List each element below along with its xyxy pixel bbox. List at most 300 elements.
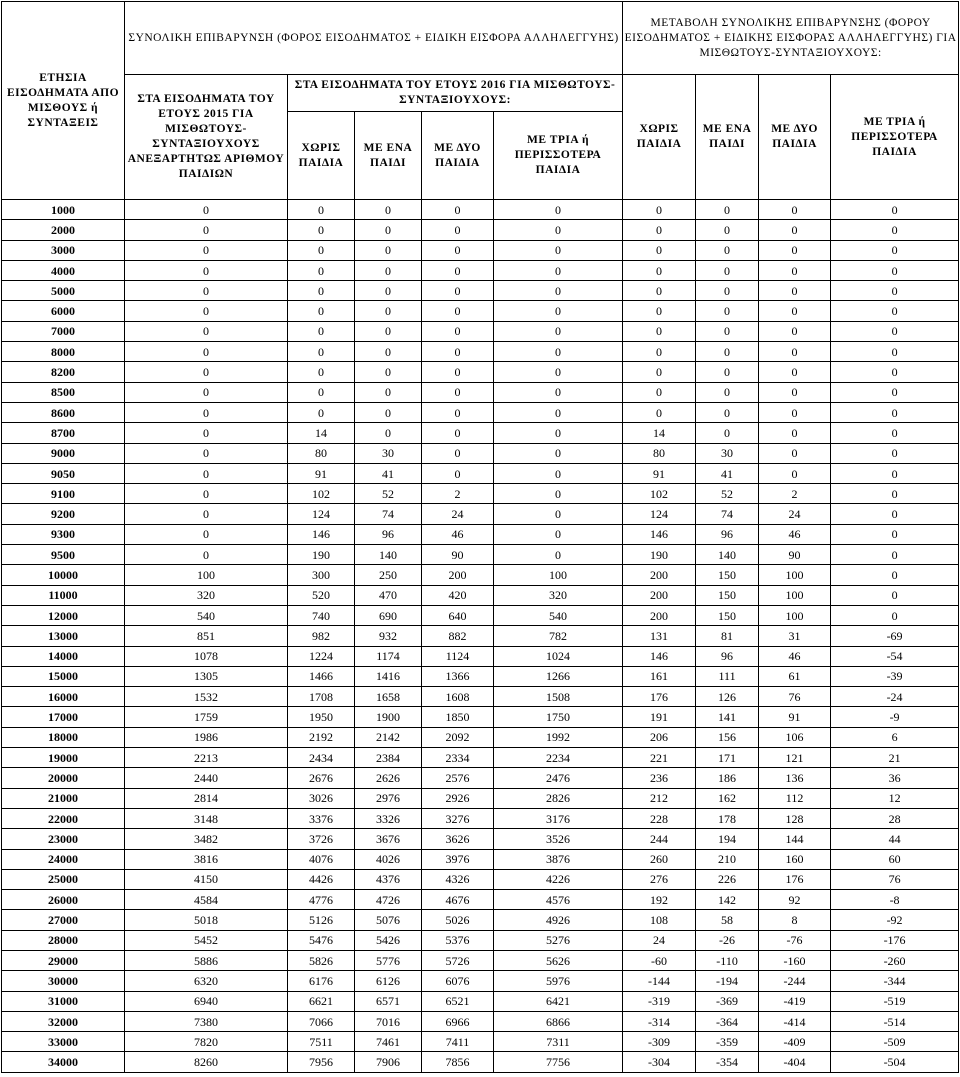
value-cell: 0 — [422, 200, 494, 220]
header-change-one-child: ΜΕ ΕΝΑ ΠΑΙΔΙ — [696, 75, 759, 200]
value-cell: 146 — [288, 524, 355, 544]
value-cell: 0 — [355, 301, 422, 321]
value-cell: 5126 — [288, 910, 355, 930]
table-row — [2, 930, 959, 950]
value-cell: 111 — [696, 666, 759, 686]
value-cell: -504 — [831, 1052, 959, 1072]
value-cell: -24 — [831, 687, 959, 707]
value-cell: 0 — [288, 200, 355, 220]
value-cell: 3148 — [125, 808, 288, 828]
value-cell: 161 — [623, 666, 696, 686]
value-cell: 0 — [494, 240, 623, 260]
value-cell: -514 — [831, 1011, 959, 1031]
value-cell: 0 — [125, 484, 288, 504]
header-total-burden: ΣΥΝΟΛΙΚΗ ΕΠΙΒΑΡΥΝΣΗ (ΦΟΡΟΣ ΕΙΣΟΔΗΜΑΤΟΣ + ΕΙΔΙΚΗ ΕΙΣΦΟΡΑ ΑΛΛΗΛΕΓΓΥΗΣ) — [125, 2, 623, 75]
value-cell: 0 — [125, 342, 288, 362]
value-cell: 0 — [831, 382, 959, 402]
value-cell: 100 — [759, 585, 831, 605]
income-cell: 32000 — [2, 1011, 125, 1031]
income-cell: 12000 — [2, 605, 125, 625]
value-cell: 7311 — [494, 1032, 623, 1052]
value-cell: 3526 — [494, 829, 623, 849]
value-cell: 0 — [494, 382, 623, 402]
table-row — [2, 443, 959, 463]
value-cell: 61 — [759, 666, 831, 686]
value-cell: 7380 — [125, 1011, 288, 1031]
income-cell: 8500 — [2, 382, 125, 402]
value-cell: 150 — [696, 605, 759, 625]
value-cell: 0 — [494, 443, 623, 463]
income-cell: 6000 — [2, 301, 125, 321]
value-cell: 24 — [759, 504, 831, 524]
value-cell: -60 — [623, 950, 696, 970]
table-row — [2, 910, 959, 930]
value-cell: 300 — [288, 565, 355, 585]
value-cell: 0 — [623, 362, 696, 382]
value-cell: 4150 — [125, 869, 288, 889]
value-cell: 0 — [759, 220, 831, 240]
value-cell: 0 — [696, 423, 759, 443]
value-cell: 640 — [422, 605, 494, 625]
value-cell: 1750 — [494, 707, 623, 727]
value-cell: 0 — [623, 240, 696, 260]
value-cell: -409 — [759, 1032, 831, 1052]
value-cell: 194 — [696, 829, 759, 849]
value-cell: 80 — [288, 443, 355, 463]
value-cell: 5476 — [288, 930, 355, 950]
value-cell: 5452 — [125, 930, 288, 950]
value-cell: 12 — [831, 788, 959, 808]
table-row — [2, 565, 959, 585]
value-cell: -260 — [831, 950, 959, 970]
table-row — [2, 626, 959, 646]
header-income-2016: ΣΤΑ ΕΙΣΟΔΗΜΑΤΑ ΤΟΥ ΕΤΟΥΣ 2016 ΓΙΑ ΜΙΣΘΩΤΟΥΣ-ΣΥΝΤΑΞΙΟΥΧΟΥΣ: — [288, 75, 623, 112]
value-cell: 0 — [831, 565, 959, 585]
value-cell: 30 — [355, 443, 422, 463]
value-cell: 1124 — [422, 646, 494, 666]
value-cell: 0 — [831, 301, 959, 321]
value-cell: -176 — [831, 930, 959, 950]
value-cell: 2826 — [494, 788, 623, 808]
value-cell: 100 — [494, 565, 623, 585]
table-row — [2, 869, 959, 889]
value-cell: 1024 — [494, 646, 623, 666]
value-cell: 5886 — [125, 950, 288, 970]
value-cell: 0 — [494, 484, 623, 504]
value-cell: 0 — [494, 200, 623, 220]
value-cell: 162 — [696, 788, 759, 808]
value-cell: 0 — [355, 362, 422, 382]
value-cell: 7820 — [125, 1032, 288, 1052]
value-cell: 108 — [623, 910, 696, 930]
value-cell: 0 — [494, 301, 623, 321]
value-cell: 142 — [696, 890, 759, 910]
value-cell: 0 — [696, 402, 759, 422]
table-row — [2, 890, 959, 910]
value-cell: 4326 — [422, 869, 494, 889]
value-cell: 0 — [831, 504, 959, 524]
table-row — [2, 200, 959, 220]
value-cell: 5276 — [494, 930, 623, 950]
value-cell: 6126 — [355, 971, 422, 991]
table-row — [2, 788, 959, 808]
value-cell: 46 — [759, 524, 831, 544]
value-cell: 190 — [623, 545, 696, 565]
value-cell: 0 — [696, 220, 759, 240]
value-cell: 4676 — [422, 890, 494, 910]
income-cell: 9300 — [2, 524, 125, 544]
value-cell: 0 — [623, 402, 696, 422]
table-row — [2, 829, 959, 849]
value-cell: 420 — [422, 585, 494, 605]
value-cell: 2213 — [125, 748, 288, 768]
value-cell: 6176 — [288, 971, 355, 991]
value-cell: 0 — [422, 240, 494, 260]
value-cell: 144 — [759, 829, 831, 849]
value-cell: 0 — [696, 260, 759, 280]
value-cell: 3376 — [288, 808, 355, 828]
value-cell: 520 — [288, 585, 355, 605]
header-2016-three-plus: ΜΕ ΤΡΙΑ ή ΠΕΡΙΣΣΟΤΕΡΑ ΠΑΙΔΙΑ — [494, 112, 623, 200]
value-cell: 0 — [494, 220, 623, 240]
value-cell: 91 — [759, 707, 831, 727]
value-cell: 92 — [759, 890, 831, 910]
value-cell: 0 — [422, 260, 494, 280]
value-cell: 0 — [125, 524, 288, 544]
value-cell: 36 — [831, 768, 959, 788]
value-cell: 0 — [494, 463, 623, 483]
income-cell: 13000 — [2, 626, 125, 646]
value-cell: -76 — [759, 930, 831, 950]
value-cell: 5976 — [494, 971, 623, 991]
header-change-no-children: ΧΩΡΙΣ ΠΑΙΔΙΑ — [623, 75, 696, 200]
value-cell: 24 — [422, 504, 494, 524]
value-cell: 1708 — [288, 687, 355, 707]
value-cell: 0 — [355, 281, 422, 301]
value-cell: 58 — [696, 910, 759, 930]
value-cell: 2092 — [422, 727, 494, 747]
income-cell: 30000 — [2, 971, 125, 991]
value-cell: 0 — [759, 301, 831, 321]
value-cell: 6521 — [422, 991, 494, 1011]
value-cell: 4026 — [355, 849, 422, 869]
value-cell: -404 — [759, 1052, 831, 1072]
value-cell: 6571 — [355, 991, 422, 1011]
value-cell: 0 — [623, 281, 696, 301]
value-cell: 7016 — [355, 1011, 422, 1031]
value-cell: 7411 — [422, 1032, 494, 1052]
value-cell: 106 — [759, 727, 831, 747]
value-cell: 540 — [494, 605, 623, 625]
value-cell: 136 — [759, 768, 831, 788]
value-cell: 0 — [696, 200, 759, 220]
income-cell: 9200 — [2, 504, 125, 524]
value-cell: 2142 — [355, 727, 422, 747]
value-cell: 0 — [355, 423, 422, 443]
value-cell: 0 — [422, 321, 494, 341]
value-cell: 6076 — [422, 971, 494, 991]
income-cell: 10000 — [2, 565, 125, 585]
value-cell: 156 — [696, 727, 759, 747]
value-cell: 0 — [831, 524, 959, 544]
value-cell: 0 — [623, 220, 696, 240]
value-cell: 0 — [696, 240, 759, 260]
value-cell: 5026 — [422, 910, 494, 930]
table-row — [2, 991, 959, 1011]
value-cell: 2 — [422, 484, 494, 504]
value-cell: 4376 — [355, 869, 422, 889]
value-cell: 190 — [288, 545, 355, 565]
value-cell: 150 — [696, 565, 759, 585]
value-cell: 7906 — [355, 1052, 422, 1072]
value-cell: 90 — [422, 545, 494, 565]
income-cell: 28000 — [2, 930, 125, 950]
value-cell: -194 — [696, 971, 759, 991]
value-cell: -364 — [696, 1011, 759, 1031]
value-cell: 0 — [494, 260, 623, 280]
value-cell: 0 — [831, 220, 959, 240]
value-cell: 41 — [355, 463, 422, 483]
value-cell: 28 — [831, 808, 959, 828]
value-cell: 0 — [422, 402, 494, 422]
table-row — [2, 321, 959, 341]
value-cell: 112 — [759, 788, 831, 808]
income-cell: 7000 — [2, 321, 125, 341]
table-row — [2, 585, 959, 605]
value-cell: 0 — [355, 382, 422, 402]
header-income-2015: ΣΤΑ ΕΙΣΟΔΗΜΑΤΑ ΤΟΥ ΕΤΟΥΣ 2015 ΓΙΑ ΜΙΣΘΩΤΟΥΣ-ΣΥΝΤΑΞΙΟΥΧΟΥΣ ΑΝΕΞΑΡΤΗΤΩΣ ΑΡΙΘΜΟΥ ΠΑΙΔΙΩΝ — [125, 75, 288, 200]
value-cell: 0 — [696, 301, 759, 321]
value-cell: 0 — [288, 342, 355, 362]
value-cell: 0 — [759, 281, 831, 301]
value-cell: -304 — [623, 1052, 696, 1072]
value-cell: 1992 — [494, 727, 623, 747]
value-cell: 52 — [355, 484, 422, 504]
value-cell: 7756 — [494, 1052, 623, 1072]
income-cell: 9000 — [2, 443, 125, 463]
value-cell: 3026 — [288, 788, 355, 808]
value-cell: 90 — [759, 545, 831, 565]
value-cell: 6320 — [125, 971, 288, 991]
income-cell: 9050 — [2, 463, 125, 483]
value-cell: 244 — [623, 829, 696, 849]
value-cell: 0 — [125, 463, 288, 483]
value-cell: 4726 — [355, 890, 422, 910]
value-cell: 0 — [125, 321, 288, 341]
value-cell: 0 — [831, 605, 959, 625]
value-cell: 0 — [125, 301, 288, 321]
income-cell: 1000 — [2, 200, 125, 220]
value-cell: 0 — [355, 260, 422, 280]
value-cell: 52 — [696, 484, 759, 504]
value-cell: 1608 — [422, 687, 494, 707]
value-cell: 192 — [623, 890, 696, 910]
value-cell: 0 — [125, 423, 288, 443]
value-cell: 74 — [355, 504, 422, 524]
value-cell: 7511 — [288, 1032, 355, 1052]
value-cell: 2234 — [494, 748, 623, 768]
value-cell: 1224 — [288, 646, 355, 666]
value-cell: 1078 — [125, 646, 288, 666]
value-cell: 690 — [355, 605, 422, 625]
table-row — [2, 646, 959, 666]
value-cell: 1466 — [288, 666, 355, 686]
value-cell: 146 — [623, 646, 696, 666]
value-cell: 1986 — [125, 727, 288, 747]
value-cell: 3482 — [125, 829, 288, 849]
value-cell: 740 — [288, 605, 355, 625]
value-cell: 0 — [831, 463, 959, 483]
value-cell: 1759 — [125, 707, 288, 727]
income-cell: 29000 — [2, 950, 125, 970]
value-cell: 0 — [494, 545, 623, 565]
value-cell: -344 — [831, 971, 959, 991]
header-2016-one-child: ΜΕ ΕΝΑ ΠΑΙΔΙ — [355, 112, 422, 200]
income-cell: 4000 — [2, 260, 125, 280]
value-cell: 0 — [696, 382, 759, 402]
value-cell: 5826 — [288, 950, 355, 970]
value-cell: 131 — [623, 626, 696, 646]
income-cell: 8200 — [2, 362, 125, 382]
income-cell: 17000 — [2, 707, 125, 727]
value-cell: 3816 — [125, 849, 288, 869]
value-cell: 31 — [759, 626, 831, 646]
value-cell: 0 — [422, 301, 494, 321]
value-cell: 102 — [623, 484, 696, 504]
value-cell: 882 — [422, 626, 494, 646]
value-cell: 0 — [831, 443, 959, 463]
table-row — [2, 727, 959, 747]
value-cell: 91 — [623, 463, 696, 483]
value-cell: -8 — [831, 890, 959, 910]
value-cell: 41 — [696, 463, 759, 483]
value-cell: 3276 — [422, 808, 494, 828]
value-cell: 5776 — [355, 950, 422, 970]
value-cell: 1950 — [288, 707, 355, 727]
value-cell: 1658 — [355, 687, 422, 707]
income-cell: 21000 — [2, 788, 125, 808]
value-cell: 2334 — [422, 748, 494, 768]
value-cell: 0 — [125, 220, 288, 240]
value-cell: 8 — [759, 910, 831, 930]
value-cell: 3176 — [494, 808, 623, 828]
table-row — [2, 545, 959, 565]
value-cell: 7461 — [355, 1032, 422, 1052]
value-cell: 0 — [759, 423, 831, 443]
value-cell: 540 — [125, 605, 288, 625]
income-cell: 11000 — [2, 585, 125, 605]
value-cell: 206 — [623, 727, 696, 747]
value-cell: 0 — [288, 321, 355, 341]
value-cell: 2814 — [125, 788, 288, 808]
value-cell: 250 — [355, 565, 422, 585]
value-cell: 2676 — [288, 768, 355, 788]
income-cell: 14000 — [2, 646, 125, 666]
table-row — [2, 260, 959, 280]
table-row — [2, 748, 959, 768]
value-cell: 2926 — [422, 788, 494, 808]
value-cell: 5626 — [494, 950, 623, 970]
value-cell: 0 — [759, 200, 831, 220]
income-cell: 9100 — [2, 484, 125, 504]
income-cell: 8600 — [2, 402, 125, 422]
value-cell: -419 — [759, 991, 831, 1011]
value-cell: 2476 — [494, 768, 623, 788]
value-cell: 100 — [759, 565, 831, 585]
header-2016-no-children: ΧΩΡΙΣ ΠΑΙΔΙΑ — [288, 112, 355, 200]
value-cell: 102 — [288, 484, 355, 504]
value-cell: 0 — [422, 463, 494, 483]
value-cell: 210 — [696, 849, 759, 869]
value-cell: -54 — [831, 646, 959, 666]
value-cell: 4576 — [494, 890, 623, 910]
value-cell: 0 — [422, 342, 494, 362]
table-row — [2, 849, 959, 869]
table-row — [2, 382, 959, 402]
value-cell: 4076 — [288, 849, 355, 869]
income-cell: 2000 — [2, 220, 125, 240]
value-cell: 3676 — [355, 829, 422, 849]
value-cell: 2192 — [288, 727, 355, 747]
value-cell: -92 — [831, 910, 959, 930]
value-cell: 0 — [831, 545, 959, 565]
value-cell: 0 — [623, 382, 696, 402]
value-cell: -359 — [696, 1032, 759, 1052]
value-cell: 0 — [494, 362, 623, 382]
income-cell: 23000 — [2, 829, 125, 849]
header-change-two-children: ΜΕ ΔΥΟ ΠΑΙΔΙΑ — [759, 75, 831, 200]
value-cell: 186 — [696, 768, 759, 788]
value-cell: 6866 — [494, 1011, 623, 1031]
income-cell: 15000 — [2, 666, 125, 686]
value-cell: 200 — [623, 585, 696, 605]
value-cell: 0 — [422, 362, 494, 382]
value-cell: 0 — [288, 240, 355, 260]
value-cell: 0 — [494, 402, 623, 422]
value-cell: 124 — [623, 504, 696, 524]
value-cell: 0 — [831, 321, 959, 341]
value-cell: -414 — [759, 1011, 831, 1031]
value-cell: 0 — [288, 281, 355, 301]
value-cell: 0 — [288, 382, 355, 402]
value-cell: 30 — [696, 443, 759, 463]
value-cell: 0 — [494, 504, 623, 524]
value-cell: 1900 — [355, 707, 422, 727]
table-row — [2, 423, 959, 443]
value-cell: 0 — [355, 402, 422, 422]
value-cell: 1850 — [422, 707, 494, 727]
value-cell: 3876 — [494, 849, 623, 869]
table-row — [2, 524, 959, 544]
value-cell: 1416 — [355, 666, 422, 686]
value-cell: 2384 — [355, 748, 422, 768]
value-cell: 1366 — [422, 666, 494, 686]
value-cell: 212 — [623, 788, 696, 808]
value-cell: 0 — [623, 321, 696, 341]
value-cell: 0 — [422, 281, 494, 301]
table-row — [2, 484, 959, 504]
value-cell: 0 — [759, 402, 831, 422]
value-cell: 46 — [422, 524, 494, 544]
value-cell: 0 — [831, 200, 959, 220]
value-cell: -26 — [696, 930, 759, 950]
value-cell: 150 — [696, 585, 759, 605]
value-cell: 5726 — [422, 950, 494, 970]
table-row — [2, 463, 959, 483]
value-cell: 4584 — [125, 890, 288, 910]
table-header — [2, 2, 959, 200]
value-cell: 0 — [125, 504, 288, 524]
